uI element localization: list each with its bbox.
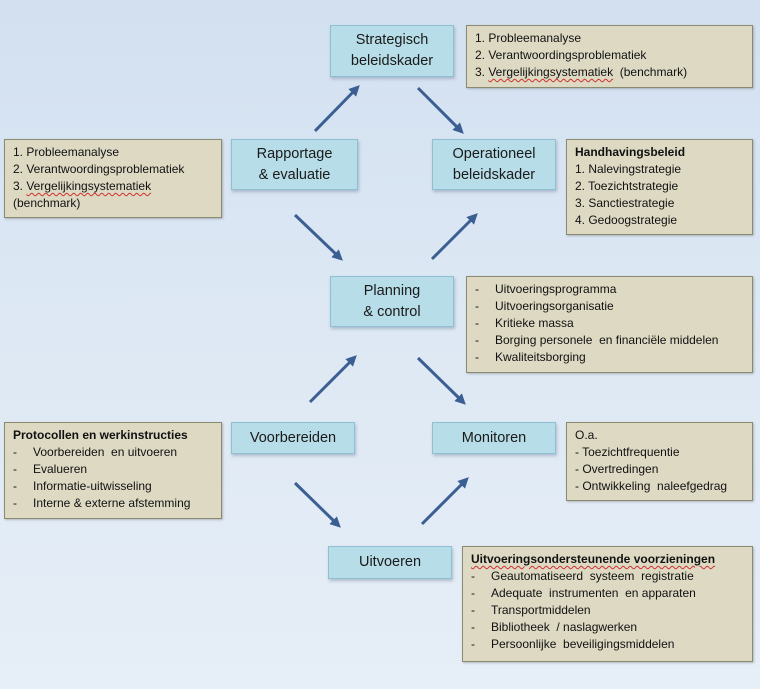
note-item: - Geautomatiseerd systeem registratie [471, 568, 744, 585]
note-item: 3. Sanctiestrategie [575, 196, 675, 210]
node-operationeel-beleidskader: Operationeel beleidskader [432, 139, 556, 190]
note-protocollen [4, 422, 222, 519]
note-item: - Uitvoeringsprogramma [475, 281, 744, 298]
note-monitoren [566, 422, 753, 501]
note-planning [466, 276, 753, 373]
node-monitoren: Monitoren [432, 422, 556, 454]
arrow-strategisch-to-operationeel [418, 88, 460, 130]
arrow-voorbereiden-to-planning [310, 359, 353, 402]
note-item: (benchmark) [13, 196, 81, 210]
note-item: 1. Probleemanalyse [475, 31, 582, 45]
note-item: - Toezichtfrequentie [575, 445, 680, 459]
note-item: - Transportmiddelen [471, 602, 744, 619]
note-item: 2. Verantwoordingsproblematiek [475, 48, 647, 62]
note-item: - Overtredingen [575, 462, 659, 476]
note-title: Uitvoeringsondersteunende voorzieningen [471, 552, 716, 566]
note-item: 3. Vergelijkingsystematiek (benchmark) [475, 65, 688, 79]
note-item: - Evalueren [13, 461, 213, 478]
note-item: - Kwaliteitsborging [475, 349, 744, 366]
note-item: 3. Vergelijkingsystematiek [13, 179, 152, 193]
note-item: - Bibliotheek / naslagwerken [471, 619, 744, 636]
node-uitvoeren: Uitvoeren [328, 546, 452, 579]
note-item: - Borging personele en financiële middelen [475, 332, 744, 349]
note-item: - Interne & externe afstemming [13, 495, 213, 512]
note-strategisch [466, 25, 753, 88]
note-item: - Ontwikkeling naleefgedrag [575, 479, 728, 493]
note-title: O.a. [575, 428, 598, 442]
note-item: 4. Gedoogstrategie [575, 213, 678, 227]
arrow-rapportage-to-strategisch [315, 89, 356, 131]
note-rapportage [4, 139, 222, 218]
arrow-planning-to-monitoren [418, 358, 462, 401]
note-item: 1. Nalevingstrategie [575, 162, 682, 176]
note-item: - Uitvoeringsorganisatie [475, 298, 744, 315]
node-rapportage-evaluatie: Rapportage & evaluatie [231, 139, 358, 190]
note-item: - Voorbereiden en uitvoeren [13, 444, 213, 461]
note-item: - Adequate instrumenten en apparaten [471, 585, 744, 602]
note-item: - Persoonlijke beveiligingsmiddelen [471, 636, 744, 653]
arrow-uitvoeren-to-monitoren [422, 481, 465, 524]
note-item: - Informatie-uitwisseling [13, 478, 213, 495]
arrow-planning-to-operationeel [432, 217, 474, 259]
note-item: 2. Verantwoordingsproblematiek [13, 162, 185, 176]
note-item: 2. Toezichtstrategie [575, 179, 679, 193]
node-voorbereiden: Voorbereiden [231, 422, 355, 454]
note-item: 1. Probleemanalyse [13, 145, 120, 159]
node-strategisch-beleidskader: Strategisch beleidskader [330, 25, 454, 77]
arrow-voorbereiden-to-uitvoeren [295, 483, 337, 524]
note-title: Protocollen en werkinstructies [13, 428, 188, 442]
arrow-rapportage-to-planning [295, 215, 339, 257]
note-title: Handhavingsbeleid [575, 145, 686, 159]
note-handhavingsbeleid [566, 139, 753, 235]
note-uitvoeren [462, 546, 753, 662]
note-item: - Kritieke massa [475, 315, 744, 332]
node-planning-control: Planning & control [330, 276, 454, 327]
